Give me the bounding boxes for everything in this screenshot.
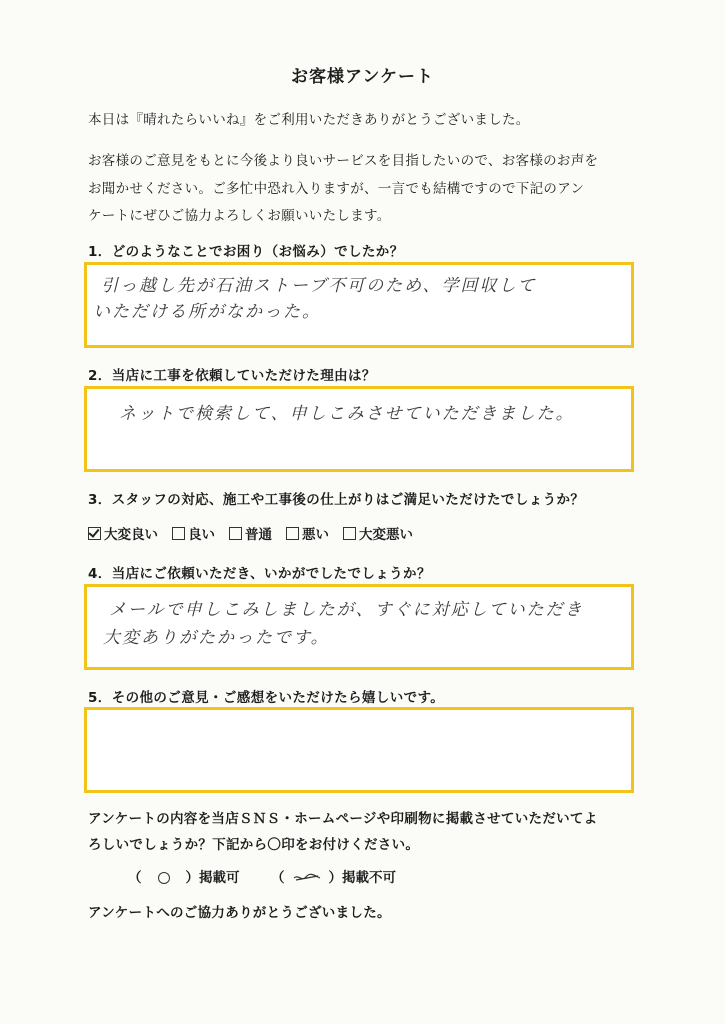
- question-4-answer-line-2: 大変ありがたかったです。: [103, 628, 330, 648]
- intro-line-4: ケートにぜひご協力よろしくお願いいたします。: [88, 208, 391, 224]
- closing-thanks: アンケートへのご協力ありがとうございました。: [88, 905, 391, 921]
- open-paren: （: [128, 870, 142, 886]
- checkbox-icon[interactable]: [229, 527, 242, 540]
- intro-line-3: お聞かせください。ご多忙中恐れ入りますが、一言でも結構ですので下記のアン: [88, 181, 585, 197]
- option-very-good[interactable]: [88, 523, 158, 543]
- question-1-answer-line-2: いただける所がなかった。: [93, 302, 321, 322]
- question-5-label: 5．その他のご意見・ご感想をいただけたら嬉しいです。: [88, 690, 445, 706]
- question-1-answer-line-1: 引っ越し先が石油ストーブ不可のため、学回収して: [101, 276, 537, 296]
- option-average[interactable]: [229, 523, 272, 543]
- checkbox-icon[interactable]: [343, 527, 356, 540]
- question-4-answer-line-1: メールで申しこみしましたが、すぐに対応していただき: [109, 600, 584, 620]
- option-label: 大変悪い: [359, 527, 413, 543]
- question-4-answer-box[interactable]: [84, 584, 634, 670]
- question-5-answer-box[interactable]: [84, 707, 634, 793]
- question-1-answer-box[interactable]: [84, 262, 634, 348]
- publish-ok-option[interactable]: [128, 866, 240, 886]
- option-label: 大変良い: [104, 527, 158, 543]
- checkbox-icon[interactable]: [172, 527, 185, 540]
- open-paren: （: [271, 870, 285, 886]
- option-very-bad[interactable]: [343, 523, 413, 543]
- satisfaction-options: [88, 523, 413, 543]
- publish-ng-label: 掲載不可: [342, 870, 396, 886]
- question-2-answer-box[interactable]: [84, 386, 634, 472]
- checkbox-icon[interactable]: [286, 527, 299, 540]
- question-4-label: 4．当店にご依頼いただき、いかがでしたでしょうか？: [88, 566, 431, 582]
- intro-line-2: お客様のご意見をもとに今後より良いサービスを目指したいので、お客様のお声を: [88, 153, 599, 169]
- close-paren: ）: [185, 870, 199, 886]
- question-3-label: 3．スタッフの対応、施工や工事後の仕上がりはご満足いただけたでしょうか？: [88, 492, 585, 508]
- page-title: お客様アンケート: [291, 67, 434, 87]
- scribble-mark-icon: [285, 870, 329, 886]
- publish-ng-option[interactable]: [271, 866, 396, 886]
- option-label: 悪い: [302, 527, 329, 543]
- close-paren: ）: [328, 870, 342, 886]
- question-2-answer-line-1: ネットで検索して、申しこみさせていただきました。: [119, 404, 575, 424]
- publish-question-line-2: ろしいでしょうか？下記から〇印をお付けください。: [88, 837, 420, 853]
- question-1-label: 1．どのようなことでお困り（お悩み）でしたか？: [88, 244, 404, 260]
- option-label: 普通: [245, 527, 272, 543]
- publish-ok-label: 掲載可: [199, 870, 240, 886]
- checkbox-checked-icon[interactable]: [88, 527, 101, 540]
- option-good[interactable]: [172, 523, 215, 543]
- question-2-label: 2．当店に工事を依頼していただけた理由は？: [88, 368, 376, 384]
- option-label: 良い: [188, 527, 215, 543]
- circle-mark-icon: [142, 870, 186, 886]
- option-bad[interactable]: [286, 523, 329, 543]
- intro-thanks: 本日は『晴れたらいいね』をご利用いただきありがとうございました。: [88, 112, 530, 128]
- publish-question-line-1: アンケートの内容を当店ＳＮＳ・ホームページや印刷物に掲載させていただいてよ: [88, 811, 598, 827]
